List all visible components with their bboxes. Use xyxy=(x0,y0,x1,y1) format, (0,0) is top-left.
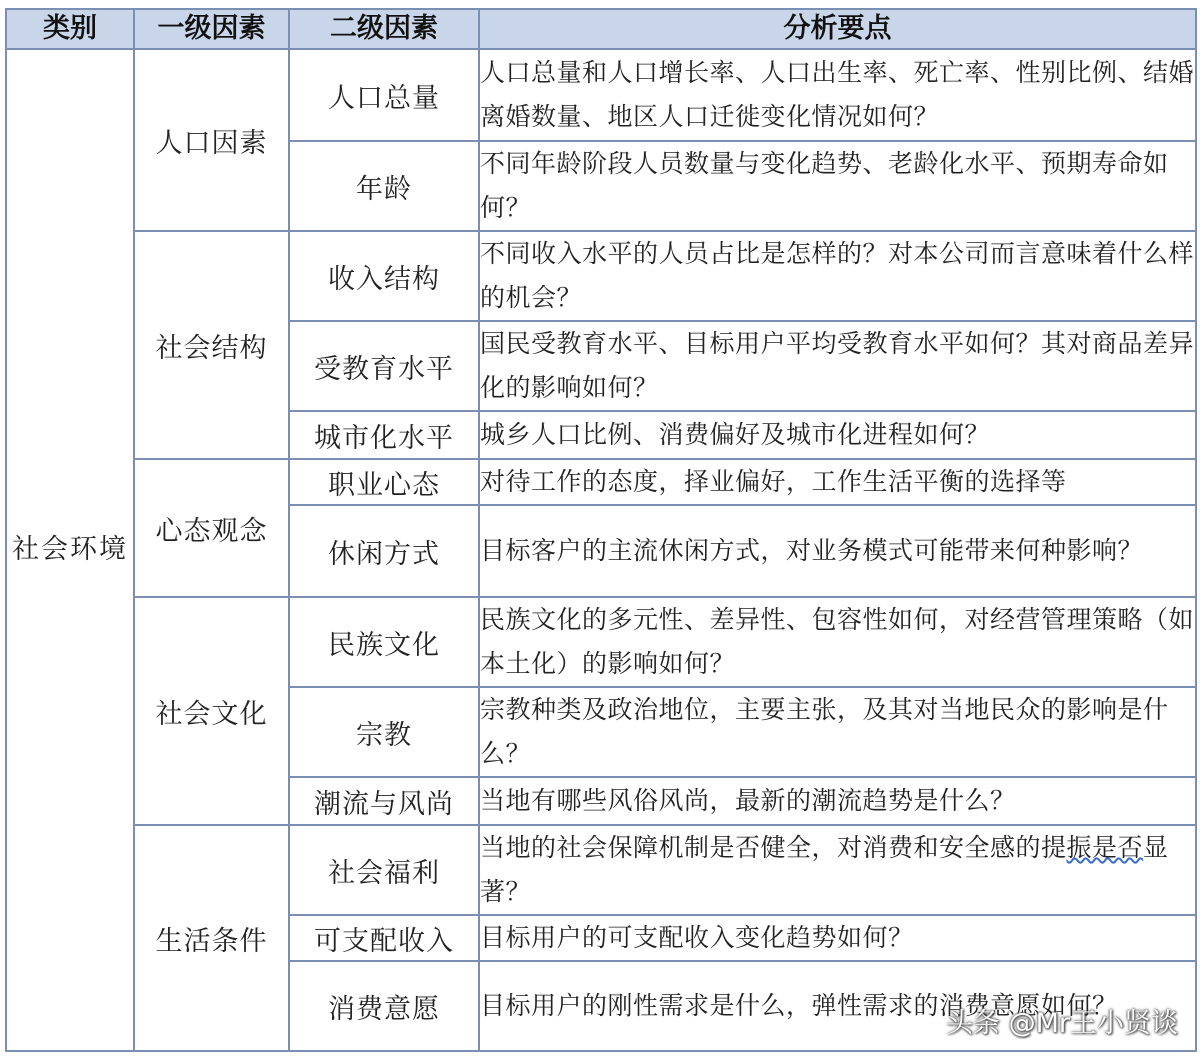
header-row xyxy=(6,9,1196,49)
level1-cell: 社会文化 xyxy=(134,597,289,825)
points-cell: 国民受教育水平、目标用户平均受教育水平如何？其对商品差异化的影响如何？ xyxy=(479,321,1196,411)
table-row xyxy=(6,459,1196,505)
level2-cell: 消费意愿 xyxy=(289,961,479,1051)
level2-cell: 收入结构 xyxy=(289,231,479,321)
level1-cell: 人口因素 xyxy=(134,49,289,231)
level2-cell: 年龄 xyxy=(289,141,479,231)
level2-cell: 职业心态 xyxy=(289,459,479,505)
table-row xyxy=(6,231,1196,321)
analysis-table xyxy=(5,8,1197,1052)
level2-cell: 潮流与风尚 xyxy=(289,777,479,825)
points-cell: 人口总量和人口增长率、人口出生率、死亡率、性别比例、结婚离婚数量、地区人口迁徙变化情况如何？ xyxy=(479,49,1196,141)
points-cell: 对待工作的态度，择业偏好，工作生活平衡的选择等 xyxy=(479,459,1196,505)
spellcheck-underline-text: 振是否 xyxy=(1066,833,1144,862)
points-cell: 城乡人口比例、消费偏好及城市化进程如何？ xyxy=(479,411,1196,459)
level2-cell: 受教育水平 xyxy=(289,321,479,411)
table-row xyxy=(6,49,1196,141)
level2-cell: 休闲方式 xyxy=(289,505,479,597)
level1-cell: 社会结构 xyxy=(134,231,289,459)
level2-cell: 宗教 xyxy=(289,687,479,777)
level2-cell: 人口总量 xyxy=(289,49,479,141)
points-cell: 民族文化的多元性、差异性、包容性如何，对经营管理策略（如本土化）的影响如何？ xyxy=(479,597,1196,687)
level2-cell: 社会福利 xyxy=(289,825,479,915)
points-cell: 当地有哪些风俗风尚，最新的潮流趋势是什么？ xyxy=(479,777,1196,825)
points-cell: 不同年龄阶段人员数量与变化趋势、老龄化水平、预期寿命如何？ xyxy=(479,141,1196,231)
level1-cell: 心态观念 xyxy=(134,459,289,597)
header-level1: 一级因素 xyxy=(134,9,289,49)
points-text: 当地的社会保障机制是否健全，对消费和安全感的提 xyxy=(480,833,1067,862)
level2-cell: 城市化水平 xyxy=(289,411,479,459)
points-cell: 不同收入水平的人员占比是怎样的？对本公司而言意味着什么样的机会？ xyxy=(479,231,1196,321)
category-cell: 社会环境 xyxy=(6,49,134,1051)
level1-cell: 生活条件 xyxy=(134,825,289,1051)
level2-cell: 民族文化 xyxy=(289,597,479,687)
points-cell: 宗教种类及政治地位，主要主张，及其对当地民众的影响是什么？ xyxy=(479,687,1196,777)
points-cell: 目标用户的刚性需求是什么，弹性需求的消费意愿如何？ xyxy=(479,961,1196,1051)
table-row xyxy=(6,597,1196,687)
points-text: 显著？ xyxy=(480,833,1169,906)
points-cell: 目标客户的主流休闲方式，对业务模式可能带来何种影响？ xyxy=(479,505,1196,597)
watermark: 头条 @Mr王小贤谈 xyxy=(946,1008,1178,1039)
points-cell xyxy=(479,825,1196,915)
level2-cell: 可支配收入 xyxy=(289,915,479,961)
header-level2: 二级因素 xyxy=(289,9,479,49)
header-category: 类别 xyxy=(6,9,134,49)
points-cell: 目标用户的可支配收入变化趋势如何？ xyxy=(479,915,1196,961)
table-row xyxy=(6,825,1196,915)
header-points: 分析要点 xyxy=(479,9,1196,49)
